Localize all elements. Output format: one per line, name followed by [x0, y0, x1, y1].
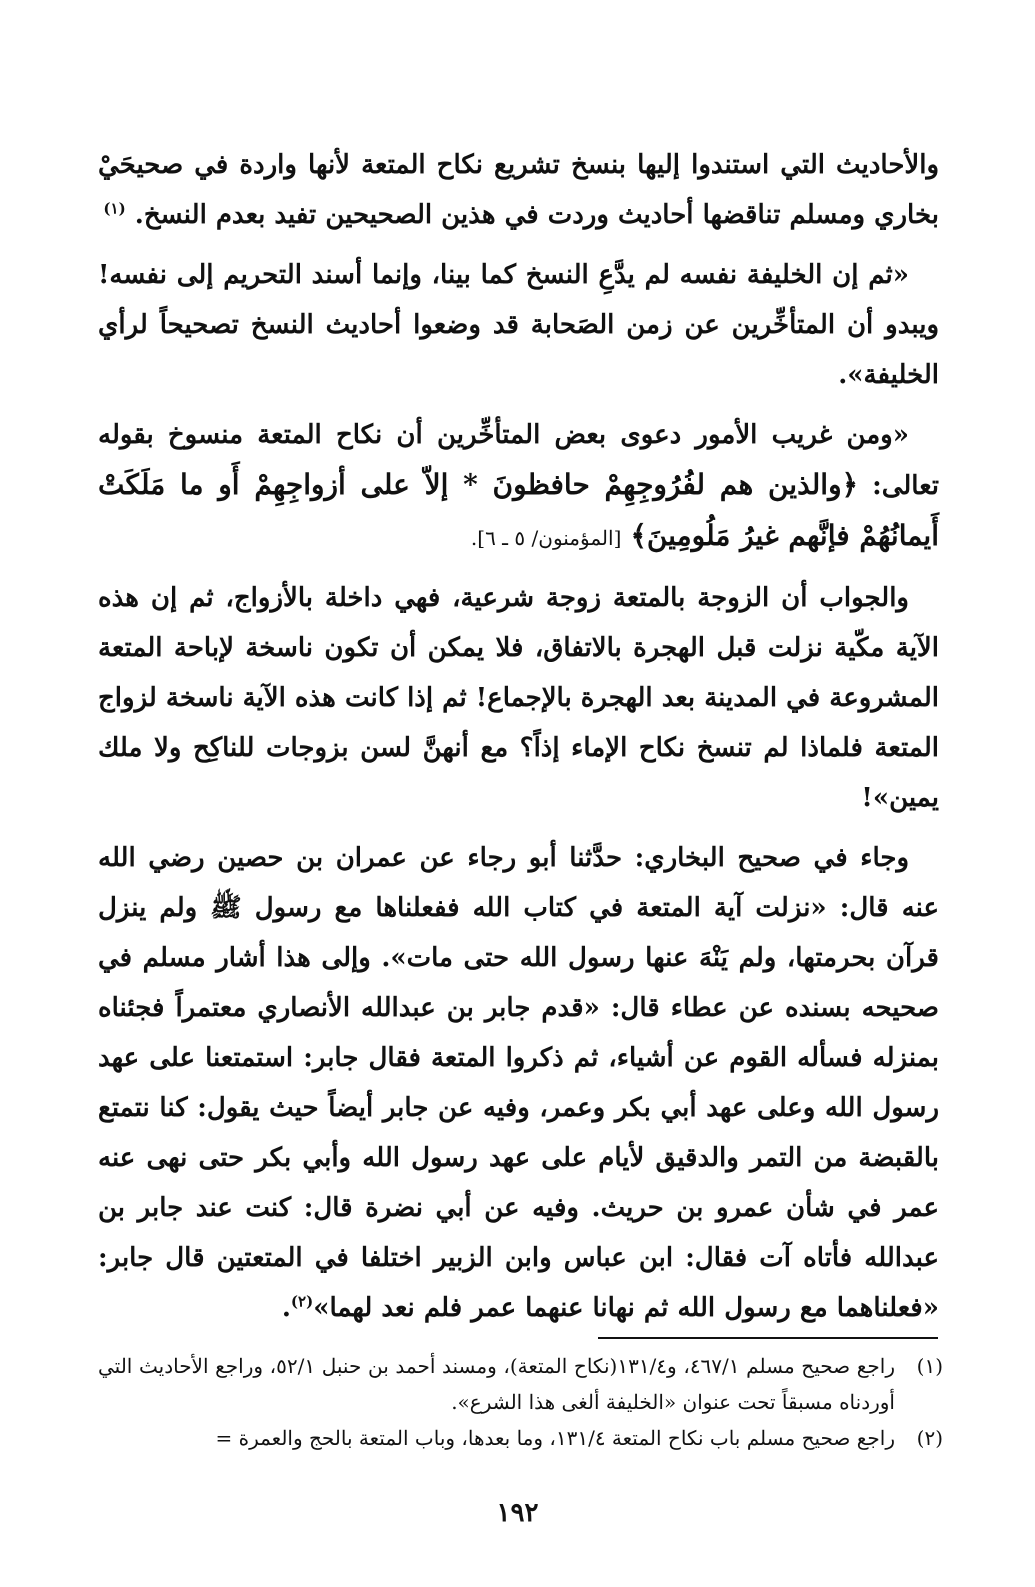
paragraph-2: «ثم إن الخليفة نفسه لم يدَّعِ النسخ كما بينا، وإنما أسند التحريم إلى نفسه! ويبدو أن المتأخِّرين عن زمن الصَحابة قد وضعوا أحاديث النسخ تصحيحاً لرأي الخليفة». — [98, 260, 939, 390]
footnotes — [98, 1348, 943, 1456]
quran-verse: ﴿والذين هم لفُرُوجِهِمْ حافظونَ * إلاّ على أزواجِهِمْ أَو ما مَلَكَتْ أَيمانُهُمْ فإنَّهم غيرُ مَلُومِينَ﴾ — [98, 468, 939, 552]
paragraph-1-text: والأحاديث التي استندوا إليها بنسخ تشريع نكاح المتعة لأنها واردة في صحيحَيْ بخاري ومسلم تناقضها أحاديث وردت في هذين الصحيحين تفيد بعدم النسخ. — [98, 150, 939, 230]
footnote-1-number: (١) — [916, 1354, 943, 1378]
footnote-separator — [598, 1337, 938, 1339]
paragraph-3 — [98, 410, 939, 563]
footnote-2 — [98, 1420, 943, 1456]
verse-reference: [المؤمنون/ ٥ ـ ٦]. — [470, 526, 622, 550]
paragraph-5: وجاء في صحيح البخاري: حدَّثنا أبو رجاء عن عمران بن حصين رضي الله عنه قال: «نزلت آية المتعة في كتاب الله ففعلناها مع رسول ﷺ ولم ينزل قرآن بحرمتها، ولم يَنْهَ عنها رسول الله حتى مات». وإلى هذا أشار مسلم في صحيحه بسنده عن عطاء قال: «قدم جابر بن عبدالله الأنصاري معتمراً فجئناه بمنزله فسأله القوم عن أشياء، ثم ذكروا المتعة فقال جابر: استمتعنا على عهد رسول الله وعلى عهد أبي بكر وعمر، وفيه عن جابر أيضاً حيث يقول: كنا نتمتع بالقبضة من التمر والدقيق لأيام على عهد رسول الله وأبي بكر حتى نهى عنه عمر في شأن عمرو بن حريث. وفيه عن أبي نضرة قال: كنت عند جابر بن عبدالله فأتاه آت فقال: ابن عباس وابن الزبير اختلفا في المتعتين قال جابر: «فعلناهما مع رسول الله ثم نهانا عنهما عمر فلم نعد لهما»$^{(٢)}$. — [98, 843, 939, 1323]
paragraph-5-text: وجاء في صحيح البخاري: حدَّثنا أبو رجاء عن عمران بن حصين رضي الله عنه قال: «نزلت آية المتعة في كتاب الله ففعلناها مع رسول ﷺ ولم ينزل قرآن بحرمتها، ولم يَنْهَ عنها رسول الله حتى مات». وإلى هذا أشار مسلم في صحيحه بسنده عن عطاء قال: «قدم جابر بن عبدالله الأنصاري معتمراً فجئناه بمنزله فسأله القوم عن أشياء، ثم ذكروا المتعة فقال جابر: استمتعنا على عهد رسول الله وعلى عهد أبي بكر وعمر، وفيه عن جابر أيضاً حيث يقول: كنا نتمتع بالقبضة من التمر والدقيق لأيام على عهد رسول الله وأبي بكر حتى نهى عنه عمر في شأن عمرو بن حريث. وفيه عن أبي نضرة قال: كنت عند جابر بن عبدالله فأتاه آت فقال: ابن عباس وابن الزبير اختلفا في المتعتين قال جابر: «فعلناهما مع رسول الله ثم نهانا عنهما عمر فلم نعد لهما» — [98, 843, 939, 1323]
footnote-ref-2: (٢) — [290, 1292, 314, 1311]
paragraph-4: والجواب أن الزوجة بالمتعة زوجة شرعية، فهي داخلة بالأزواج، ثم إن هذه الآية مكّية نزلت قبل الهجرة بالاتفاق، فلا يمكن أن تكون ناسخة لإباحة المتعة المشروعة في المدينة بعد الهجرة بالإجماع! ثم إذا كانت هذه الآية ناسخة لزواج المتعة فلماذا لم تنسخ نكاح الإماء إذاً؟ مع أنهنَّ لسن بزوجات للناكِح ولا ملك يمين»! — [98, 583, 939, 813]
footnote-2-number: (٢) — [916, 1426, 943, 1450]
paragraph-3-intro: «ومن غريب الأمور دعوى بعض المتأخِّرين أن نكاح المتعة منسوخ بقوله تعالى: — [98, 420, 939, 501]
main-text — [98, 140, 939, 1343]
footnote-2-text: راجع صحيح مسلم باب نكاح المتعة ١٣١/٤، وما بعدها، وباب المتعة بالحج والعمرة = — [215, 1426, 895, 1450]
footnote-ref-1: (١) — [103, 199, 126, 218]
page-number: ١٩٢ — [496, 1498, 539, 1528]
footnote-1-text: راجع صحيح مسلم ٤٦٧/١، و١٣١/٤(نكاح المتعة)، ومسند أحمد بن حنبل ٥٢/١، وراجع الأحاديث التي أوردناه مسبقاً تحت عنوان «الخليفة ألغى هذا الشرع». — [98, 1354, 895, 1414]
paragraph-1 — [98, 140, 939, 240]
footnote-1 — [98, 1348, 943, 1420]
